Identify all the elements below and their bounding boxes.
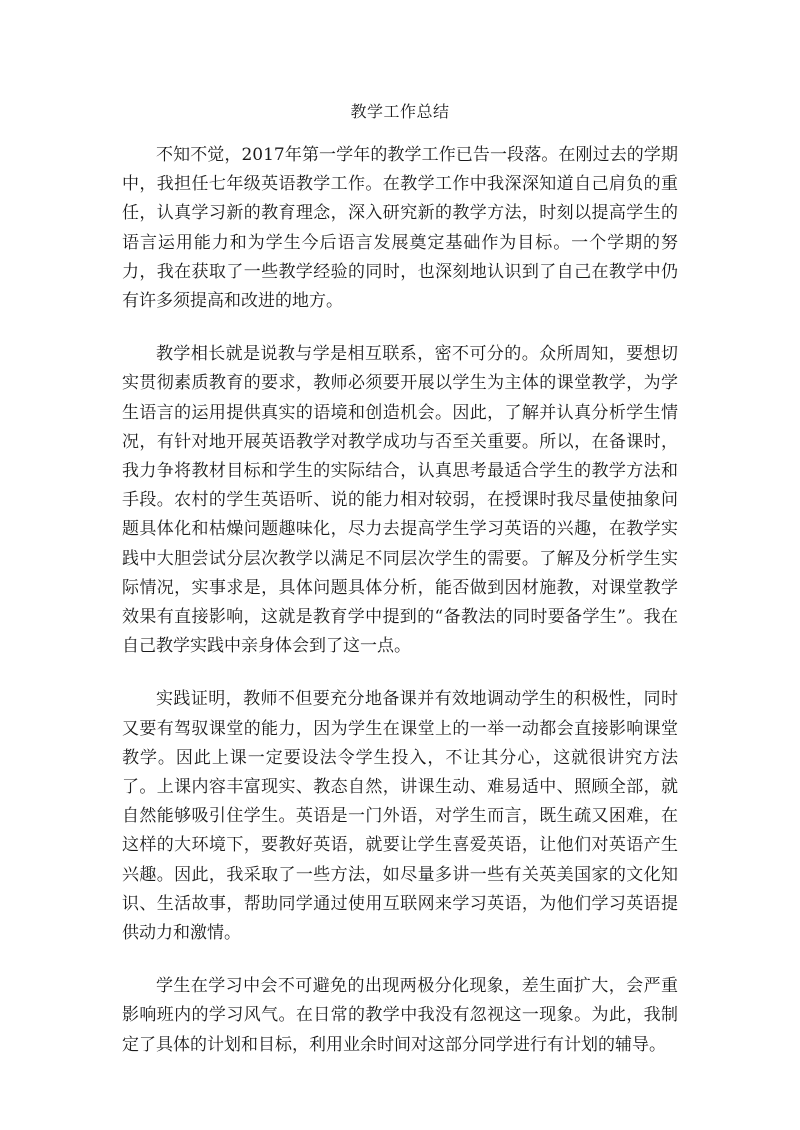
paragraph-1: 不知不觉，2017年第一学年的教学工作已告一段落。在刚过去的学期中，我担任七年级英语教学工作。在教学工作中我深深知道自己肩负的重任，认真学习新的教育理念，深入研究新的教学方法，时刻以提高学生的语言运用能力和为学生今后语言发展奠定基础作为目标。一个学期的努力，我在获取了一些教学经验的同时，也深刻地认识到了自己在教学中仍有许多须提高和改进的地方。 [122, 145, 678, 312]
paragraph-3: 实践证明，教师不但要充分地备课并有效地调动学生的积极性，同时又要有驾驭课堂的能力，因为学生在课堂上的一举一动都会直接影响课堂教学。因此上课一定要设法令学生投入，不让其分心，这就很讲究方法了。上课内容丰富现实、教态自然，讲课生动、难易适中、照顾全部，就自然能够吸引住学生。英语是一门外语，对学生而言，既生疏又困难，在这样的大环境下，要教好英语，就要让学生喜爱英语，让他们对英语产生兴趣。因此，我采取了一些方法，如尽量多讲一些有关英美国家的文化知识、生活故事，帮助同学通过使用互联网来学习英语，为他们学习英语提供动力和激情。 [122, 689, 678, 944]
document-title: 教学工作总结 [350, 102, 450, 121]
document-body [122, 141, 678, 1084]
paragraph-4: 学生在学习中会不可避免的出现两极分化现象，差生面扩大，会严重影响班内的学习风气。在日常的教学中我没有忽视这一现象。为此，我制定了具体的计划和目标，利用业余时间对这部分同学进行有计划的辅导。 [122, 976, 678, 1055]
paragraph-2: 教学相长就是说教与学是相互联系，密不可分的。众所周知，要想切实贯彻素质教育的要求，教师必须要开展以学生为主体的课堂教学，为学生语言的运用提供真实的语境和创造机会。因此，了解并认真分析学生情况，有针对地开展英语教学对教学成功与否至关重要。所以，在备课时，我力争将教材目标和学生的实际结合，认真思考最适合学生的教学方法和手段。农村的学生英语听、说的能力相对较弱，在授课时我尽量使抽象问题具体化和枯燥问题趣味化，尽力去提高学生学习英语的兴趣，在教学实践中大胆尝试分层次教学以满足不同层次学生的需要。了解及分析学生实际情况，实事求是，具体问题具体分析，能否做到因材施教，对课堂教学效果有直接影响，这就是教育学中提到的“备教法的同时要备学生”。我在自己教学实践中亲身体会到了这一点。 [122, 344, 678, 657]
